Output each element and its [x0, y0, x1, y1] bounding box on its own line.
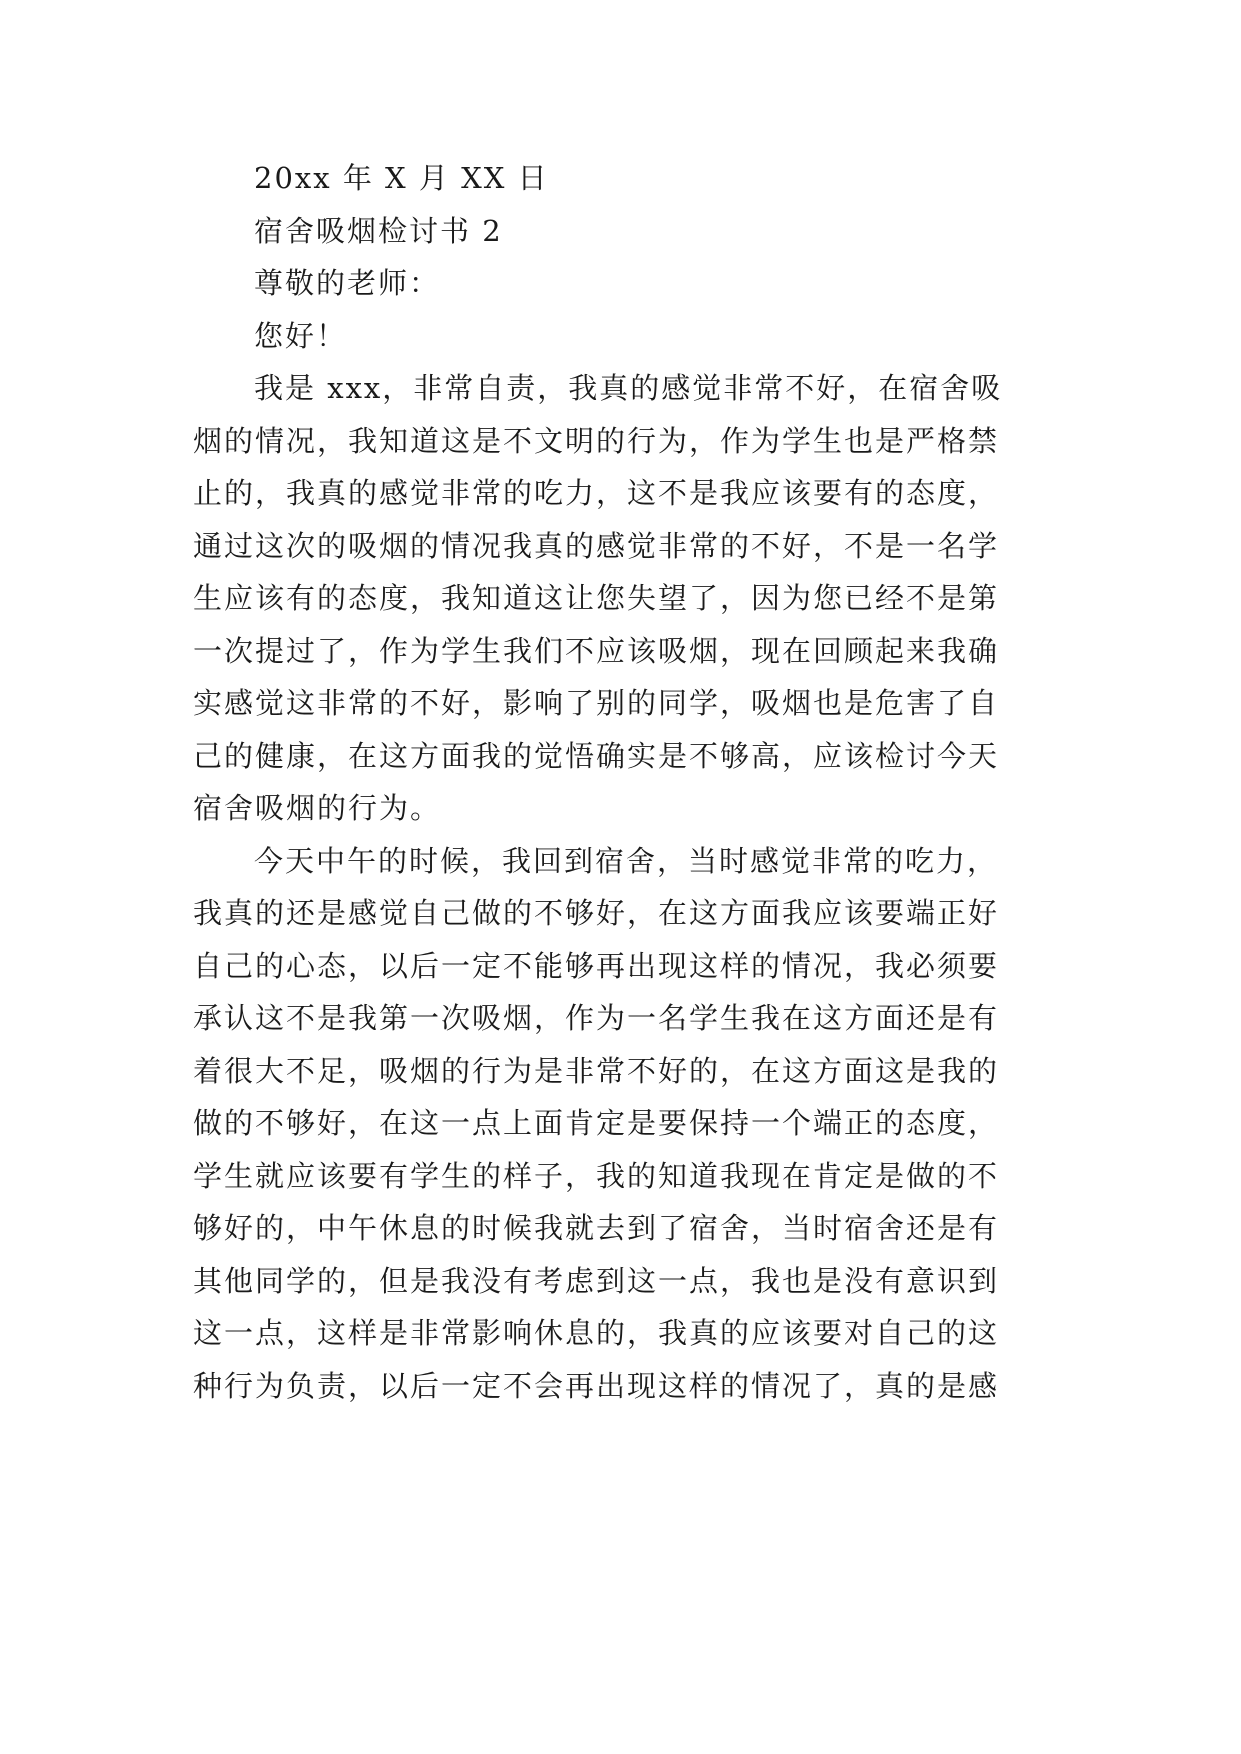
paragraph-line: 自己的心态，以后一定不能够再出现这样的情况，我必须要 — [193, 948, 1000, 983]
paragraph-line: 己的健康，在这方面我的觉悟确实是不够高，应该检讨今天 — [193, 738, 1000, 773]
paragraph-line: 生应该有的态度，我知道这让您失望了，因为您已经不是第 — [193, 581, 1000, 615]
paragraph-line: 这一点，这样是非常影响休息的，我真的应该要对自己的这 — [193, 1316, 1000, 1350]
paragraph-line: 我是 xxx，非常自责，我真的感觉非常不好，在宿舍吸 — [254, 371, 1003, 405]
document-body — [193, 152, 1051, 1412]
paragraph-line: 做的不够好，在这一点上面肯定是要保持一个端正的态度， — [193, 1106, 1000, 1140]
paragraph-line: 承认这不是我第一次吸烟，作为一名学生我在这方面还是有 — [193, 1001, 1000, 1035]
paragraph-line: 一次提过了，作为学生我们不应该吸烟，现在回顾起来我确 — [193, 633, 1000, 668]
date-line: 20xx 年 X 月 XX 日 — [254, 161, 549, 195]
paragraph-line: 其他同学的，但是我没有考虑到这一点，我也是没有意识到 — [193, 1263, 1000, 1298]
paragraph-line: 我真的还是感觉自己做的不够好，在这方面我应该要端正好 — [193, 896, 1000, 930]
paragraph-2 — [193, 835, 1051, 1413]
greeting: 您好！ — [254, 318, 348, 353]
paragraph-line: 学生就应该要有学生的样子，我的知道我现在肯定是做的不 — [193, 1158, 1000, 1193]
paragraph-line: 止的，我真的感觉非常的吃力，这不是我应该要有的态度， — [193, 476, 1000, 510]
paragraph-line: 通过这次的吸烟的情况我真的感觉非常的不好，不是一名学 — [193, 528, 1000, 563]
salutation: 尊敬的老师： — [254, 266, 441, 300]
paragraph-line: 烟的情况，我知道这是不文明的行为，作为学生也是严格禁 — [193, 423, 1000, 458]
paragraph-line: 着很大不足，吸烟的行为是非常不好的，在这方面这是我的 — [193, 1053, 1000, 1088]
paragraph-line: 实感觉这非常的不好，影响了别的同学，吸烟也是危害了自 — [193, 686, 1000, 720]
paragraph-line: 宿舍吸烟的行为。 — [193, 791, 442, 825]
paragraph-line: 今天中午的时候，我回到宿舍，当时感觉非常的吃力， — [254, 843, 999, 878]
paragraph-1 — [193, 362, 1051, 835]
document-title: 宿舍吸烟检讨书 2 — [254, 213, 503, 248]
paragraph-line: 够好的，中午休息的时候我就去到了宿舍，当时宿舍还是有 — [193, 1211, 1000, 1245]
paragraph-line: 种行为负责，以后一定不会再出现这样的情况了，真的是感 — [193, 1368, 1000, 1403]
